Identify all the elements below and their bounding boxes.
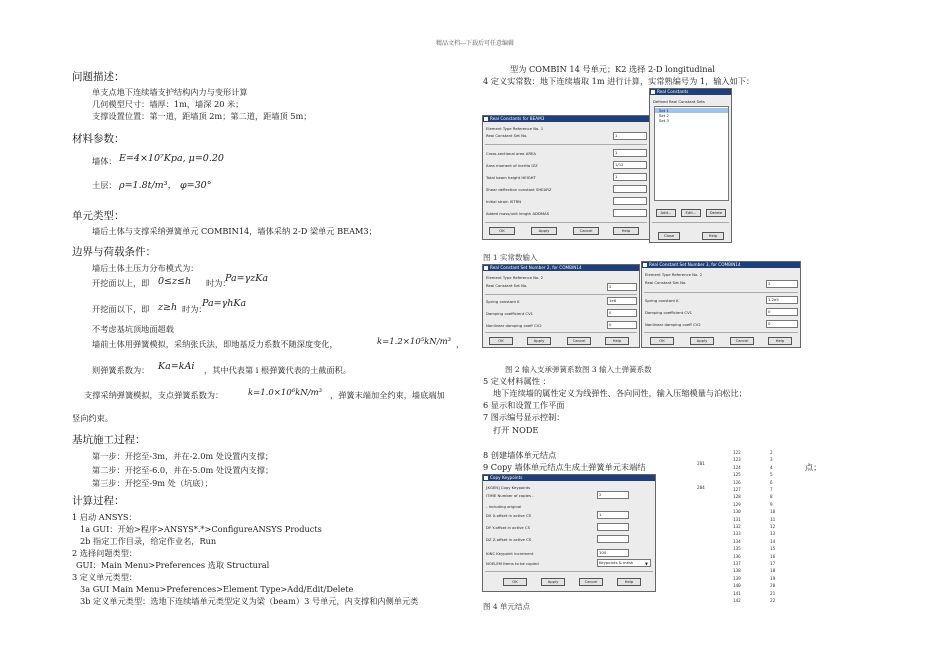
boundary-formula-3d: Pa=γhKa	[202, 298, 247, 309]
right-line-6: 6 显示和设置工作平面	[483, 400, 565, 410]
node-number: 135	[733, 547, 741, 553]
node-number: 18	[770, 569, 776, 575]
damping-cv2-field[interactable]: 0	[607, 321, 637, 329]
element-heading: 单元类型：	[72, 210, 125, 222]
boundary-line-2a: 开挖面以上，即	[92, 278, 150, 288]
dialog-title: Real Constant Set Number 2, for COMBIN14	[490, 265, 582, 270]
divider	[485, 222, 647, 223]
node-number: 6	[770, 480, 773, 486]
element-line: 墙后土体与支撑采纳弹簧单元 COMBIN14，墙体采纳 2-D 梁单元 BEAM3；	[92, 226, 377, 236]
dy-label: DY Y-offset in active CS	[486, 525, 530, 530]
node-number: 134	[733, 539, 741, 545]
node-number: 22	[770, 599, 776, 604]
dialog-titlebar	[650, 89, 731, 95]
problem-heading: 问题描述：	[72, 71, 125, 83]
element-type-ref: Element Type Reference No. 2	[645, 272, 703, 277]
node-number: 7	[770, 488, 773, 493]
node-number: 15	[770, 547, 776, 553]
including-original-label: - including original	[486, 504, 522, 509]
set-no-label: Real Constant Set No.	[645, 280, 687, 285]
node-number: 128	[733, 495, 741, 501]
construction-line-1: 第一步：开挖至-3m，并在-2.0m 处设置内支撑；	[92, 451, 274, 461]
dx-field[interactable]: 1	[597, 511, 629, 519]
node-number: 131	[733, 517, 741, 523]
right-line-9-end: 点；	[805, 462, 822, 472]
node-number: 11	[770, 517, 776, 523]
delete-button[interactable]: Delete	[706, 209, 726, 217]
sets-listbox[interactable]	[654, 106, 729, 201]
set-item-2[interactable]: Set 2	[659, 113, 669, 118]
add-button[interactable]: Add...	[656, 209, 676, 217]
area-label: Cross-sectional area AREA	[486, 151, 536, 156]
cancel-button[interactable]: Cancel	[567, 337, 591, 345]
damping-cv1-label: Damping coefficient CV1	[486, 311, 534, 316]
ok-button[interactable]: OK	[503, 578, 527, 586]
shearz-label: Shear deflection constant SHEARZ	[486, 187, 552, 192]
node-number: 140	[733, 584, 741, 590]
dialog-title: Real Constants	[657, 89, 689, 94]
set2-combin14-dialog	[482, 264, 640, 348]
calc-line-8: 3b 定义单元类型：选地下连续墙单元类型定义为梁（beam）3 号单元，内支撑和内侧单元类	[80, 596, 419, 606]
beam3-real-constants-dialog	[482, 115, 650, 240]
calc-line-1: 1 启动 ANSYS：	[72, 512, 137, 522]
dialog-titlebar	[483, 116, 649, 122]
spring-constant-label: Spring constant K	[486, 299, 520, 304]
right-line-7b: 打开 NODE	[493, 425, 539, 435]
dialog-title: Real Constants for BEAM3	[490, 116, 545, 121]
ansys-logo-icon	[484, 117, 488, 121]
kgen-label: [KGEN] Copy Keypoints	[486, 485, 531, 490]
spring-constant-field[interactable]: 1e6	[607, 297, 637, 305]
calc-line-5: GUI：Main Menu>Preferences 选取 Structural	[76, 560, 270, 570]
page-header: 精品文档---下载后可任意编辑	[435, 40, 515, 47]
dx-label: DX X-offset in active CS	[486, 513, 532, 518]
edit-button[interactable]: Edit...	[681, 209, 701, 217]
construction-line-2: 第二步：开挖至-6.0，并在-5.0m 处设置内支撑；	[92, 465, 274, 475]
node-number: 127	[733, 488, 741, 493]
node-number: 8	[770, 495, 773, 501]
right-line-5b: 地下连续墙的属性定义为线弹性、各向同性，输入压缩模量与泊松比；	[493, 388, 747, 398]
ansys-logo-icon	[484, 476, 488, 480]
dz-field[interactable]	[597, 535, 629, 543]
ok-button[interactable]: OK	[489, 337, 513, 345]
boundary-formula-3b: z≥h	[158, 302, 178, 313]
right-line-8: 8 创建墙体单元结点	[483, 450, 557, 460]
calc-line-7: 3a GUI Main Menu>Preferences>Element Type>Add/Edit/Delete	[80, 584, 354, 594]
element-type-ref: Element Type Reference No. 2	[486, 275, 544, 280]
node-number: 133	[733, 532, 741, 538]
boundary-line-7a: 支撑采纳弹簧模拟，支点弹簧系数为：	[84, 390, 224, 400]
node-number: 122	[733, 451, 741, 456]
help-button[interactable]: Help	[613, 227, 639, 235]
dialog-title: Copy Keypoints	[490, 475, 523, 480]
boundary-line-3c: 时为：	[182, 304, 207, 314]
cancel-button[interactable]: Cancel	[579, 578, 603, 586]
copy-keypoints-dialog	[482, 474, 656, 592]
node-number: 139	[733, 576, 741, 582]
damping-cv2-label: Nonlinear damping coeff CV2	[486, 323, 542, 328]
node-number: 4	[770, 465, 773, 471]
soil-label: 土层：	[92, 180, 117, 190]
cancel-button[interactable]: Cancel	[573, 227, 599, 235]
dialog-titlebar	[483, 475, 655, 481]
boundary-line-4: 不考虑基坑顶地面超载	[92, 324, 174, 334]
itime-field[interactable]: 2	[597, 491, 629, 499]
area-field[interactable]: 1	[613, 149, 647, 157]
right-line-2: 4 定义实常数：地下连续墙取 1m 进行计算，实常熟编号为 1，输入如下：	[483, 76, 755, 86]
divider	[485, 571, 653, 572]
spring-constant-label: Spring constant K	[645, 298, 679, 303]
shearz-field[interactable]	[613, 185, 647, 193]
calc-line-3: 2b 指定工作目录，给定作业名，Run	[80, 536, 217, 546]
itime-label: ITIME Number of copies -	[486, 493, 534, 498]
node-number: 12	[770, 525, 776, 530]
set-no-field[interactable]: 1	[613, 132, 647, 140]
boundary-heading: 边界与荷载条件：	[72, 246, 156, 258]
divider	[485, 294, 637, 295]
help-button[interactable]: Help	[605, 337, 629, 345]
node-label-side-2: 204	[697, 486, 705, 491]
divider	[652, 222, 729, 223]
wall-formula: E=4×10⁷Kpa, μ=0.20	[119, 153, 224, 164]
node-number: 10	[770, 510, 776, 516]
dialog-title: Real Constant Set Number 3, for COMBIN14	[649, 262, 741, 267]
fig1-caption: 图 1 实常数输入	[483, 253, 538, 262]
ok-button[interactable]: OK	[489, 227, 515, 235]
boundary-line-3a: 开挖面以下，即	[92, 304, 150, 314]
material-heading: 材料参数：	[72, 133, 125, 145]
ansys-logo-icon	[484, 266, 488, 270]
apply-button[interactable]: Apply	[541, 578, 565, 586]
set-no-label: Real Constant Set No.	[486, 133, 528, 138]
ansys-logo-icon	[643, 263, 647, 267]
set-no-field[interactable]: 3	[766, 280, 798, 288]
boundary-line-5c: ，	[456, 339, 465, 349]
ansys-logo-icon	[651, 90, 655, 94]
fig4-caption: 图 4 单元结点	[483, 602, 531, 611]
node-number: 5	[770, 473, 773, 479]
calc-line-4: 2 选择问题类型：	[72, 548, 138, 558]
boundary-line-2c: 时为：	[206, 278, 231, 288]
boundary-formula-2b: 0≤z≤h	[158, 276, 192, 287]
calc-line-6: 3 定义单元类型：	[72, 572, 138, 582]
noelem-select[interactable]: Keypoints & mesh	[597, 559, 651, 567]
divider	[485, 332, 637, 333]
boundary-line-6a: 则弹簧系数为：	[92, 365, 150, 375]
apply-button[interactable]: Apply	[527, 337, 551, 345]
calc-heading: 计算过程：	[72, 495, 125, 507]
node-number: 20	[770, 584, 776, 590]
node-number: 129	[733, 502, 741, 508]
defined-sets-label: Defined Real Constant Sets	[653, 99, 705, 104]
boundary-formula-5b: k=1.2×10⁵kN/m³	[377, 337, 452, 347]
istrn-field[interactable]	[613, 197, 647, 205]
problem-line-1: 单支点地下连续墙支护结构内力与变形计算	[92, 87, 248, 97]
construction-heading: 基坑施工过程：	[72, 434, 146, 446]
help-button[interactable]: Help	[617, 578, 641, 586]
problem-line-3: 支撑设置位置：第一道，距墙顶 2m；第二道，距墙顶 5m；	[92, 111, 312, 121]
set-item-1[interactable]: Set 1	[659, 108, 669, 113]
addmas-field[interactable]	[613, 209, 647, 217]
height-field[interactable]: 1	[613, 173, 647, 181]
node-number: 2	[770, 451, 773, 456]
dy-field[interactable]	[597, 523, 629, 531]
set-no-field[interactable]: 2	[607, 283, 637, 291]
set-item-3[interactable]: Set 3	[659, 118, 669, 123]
right-line-1: 型为 COMBIN 14 号单元；K2 选择 2-D longitudinal	[510, 64, 716, 74]
node-number: 16	[770, 554, 776, 560]
set-no-label: Real Constant Set No.	[486, 283, 528, 288]
boundary-line-5a: 墙前土体用弹簧模拟，采纳张氏法，即地基反力系数不随深度变化，	[92, 339, 338, 349]
node-number: 126	[733, 480, 741, 486]
node-number: 3	[770, 458, 773, 464]
izz-label: Area moment of inertia IZZ	[486, 163, 538, 168]
boundary-formula-7b: k=1.0×10⁶kN/m³	[248, 388, 323, 398]
node-number: 142	[733, 599, 741, 604]
construction-line-3: 第三步：开挖至-9m 处（坑底）；	[92, 478, 213, 488]
damping-cv1-label: Damping coefficient CV1	[645, 310, 693, 315]
node-number: 141	[733, 591, 741, 597]
node-number: 130	[733, 510, 741, 516]
node-number: 17	[770, 562, 776, 567]
node-number: 9	[770, 502, 773, 508]
divider	[644, 332, 798, 333]
boundary-line-6c: ，其中代表第 i 根弹簧代表的土截面积。	[204, 365, 352, 375]
boundary-line-8: 竖向约束。	[72, 413, 113, 423]
node-label-side-1: 201	[697, 462, 705, 467]
node-number: 14	[770, 539, 776, 545]
right-line-5: 5 定义材料属性 ：	[483, 376, 551, 386]
element-type-ref: Element Type Reference No. 1	[486, 126, 544, 131]
help-button[interactable]: Help	[702, 232, 724, 240]
kinc-field[interactable]: 100	[597, 549, 629, 557]
damping-cv1-field[interactable]: 0	[766, 308, 798, 316]
node-number: 132	[733, 525, 741, 530]
cancel-button[interactable]: Cancel	[730, 337, 754, 345]
node-number: 21	[770, 591, 776, 597]
boundary-formula-6b: Ka=kAi	[158, 361, 195, 372]
damping-cv2-label: Nonlinear damping coeff CV2	[645, 322, 701, 327]
istrn-label: Initial strain ISTRN	[486, 199, 522, 204]
damping-cv1-field[interactable]: 0	[607, 309, 637, 317]
real-constants-list-dialog	[649, 88, 732, 243]
help-button[interactable]: Help	[768, 337, 792, 345]
dz-label: DZ Z-offset in active CS	[486, 537, 532, 542]
height-label: Total beam height HEIGHT	[486, 175, 536, 180]
node-number: 13	[770, 532, 776, 538]
dialog-titlebar	[642, 262, 800, 268]
fig23-caption: 图 2 输入支承弹簧系数图 3 输入土弹簧系数	[505, 365, 652, 374]
kinc-label: KINC Keypoint increment	[486, 551, 534, 556]
izz-field[interactable]: 1/12	[613, 161, 647, 169]
apply-button[interactable]: Apply	[531, 227, 557, 235]
dialog-titlebar	[483, 265, 639, 271]
node-number: 123	[733, 458, 741, 464]
node-number: 124	[733, 465, 741, 471]
wall-label: 墙体：	[92, 156, 117, 166]
soil-formula: ρ=1.8t/m³， φ=30°	[119, 180, 212, 191]
ok-button[interactable]: OK	[650, 337, 674, 345]
right-line-7: 7 图示编号显示控制：	[483, 412, 565, 422]
divider	[485, 144, 647, 145]
boundary-line-1: 墙后土体土压力分布模式为：	[92, 263, 199, 273]
divider	[644, 292, 798, 293]
addmas-label: Added mass/unit length ADDMAS	[486, 211, 550, 216]
problem-line-2: 几何模型尺寸：墙厚：1m，墙深 20 米；	[92, 99, 244, 109]
node-number: 137	[733, 562, 741, 567]
set3-combin14-dialog	[641, 261, 801, 348]
node-number: 136	[733, 554, 741, 560]
right-line-9: 9 Copy 墙体单元结点生成土弹簧单元末端结	[483, 462, 646, 472]
calc-line-2: 1a GUI：开始>程序>ANSYS*.*>ConfigureANSYS Products	[80, 524, 322, 534]
damping-cv2-field[interactable]: 0	[766, 320, 798, 328]
node-number: 19	[770, 576, 776, 582]
node-number: 125	[733, 473, 741, 479]
boundary-formula-2d: Pa=γzKa	[225, 273, 269, 284]
boundary-line-7c: ，弹簧末端加全约束，墙底端加	[330, 390, 445, 400]
spring-constant-field[interactable]: 1.2e5	[766, 296, 798, 304]
close-button[interactable]: Close	[658, 232, 680, 240]
noelem-label: NOELEM Items to be copied	[486, 561, 539, 566]
node-number: 138	[733, 569, 741, 575]
chevron-down-icon[interactable]: ▼	[645, 561, 648, 566]
apply-button[interactable]: Apply	[690, 337, 714, 345]
